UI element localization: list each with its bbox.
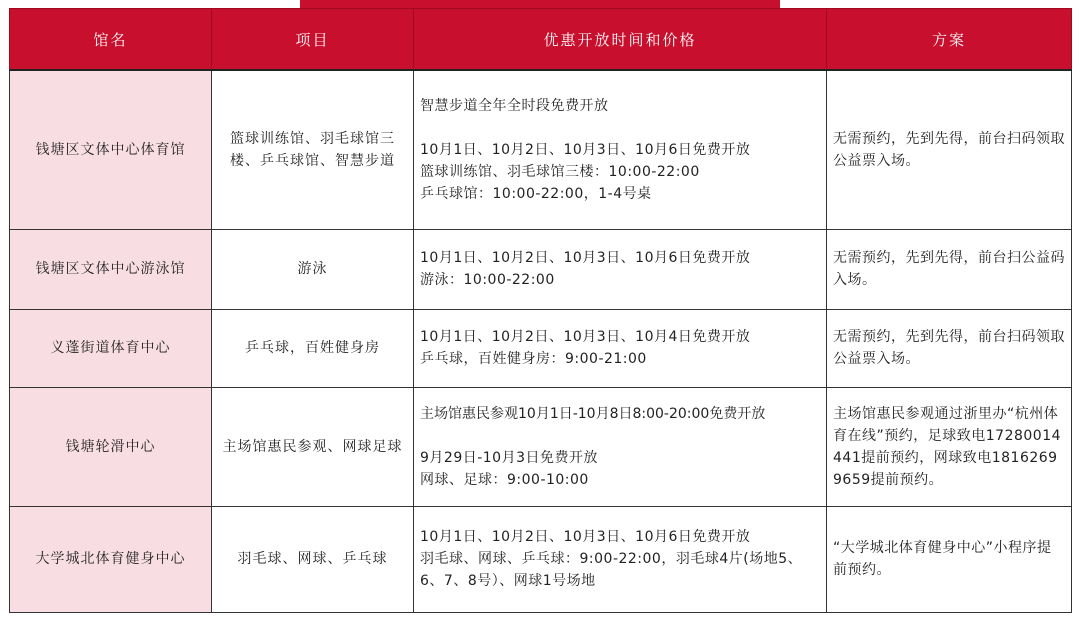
schedule-line: 乒乓球馆：10:00-22:00，1-4号桌 [420, 185, 652, 202]
schedule-line: 主场馆惠民参观10月1日-10月8日8:00-20:00免费开放 [420, 405, 766, 422]
schedule-gap [420, 425, 820, 447]
schedule-line: 篮球训练馆、羽毛球馆三楼：10:00-22:00 [420, 163, 700, 180]
venue-schedule [414, 309, 827, 387]
header-project: 项目 [212, 9, 414, 71]
schedule-line: 乒乓球，百姓健身房：9:00-21:00 [420, 351, 647, 367]
plan-text: 主场馆惠民参观通过浙里办“杭州体育在线”预约，足球致电17280014441提前预约，网球致电18162699659提前预约。 [833, 405, 1062, 488]
project-text: 篮球训练馆、羽毛球馆三楼、乒乓球馆、智慧步道 [230, 130, 395, 169]
table-row [10, 70, 1072, 229]
venue-project [212, 506, 414, 612]
venue-name: 钱塘轮滑中心 [10, 387, 212, 506]
schedule-gap [420, 117, 820, 139]
schedule-line: 9月29日-10月3日免费开放 [420, 449, 598, 466]
table-row [10, 229, 1072, 309]
header-name: 馆名 [10, 9, 212, 71]
venue-discount-table [9, 8, 1072, 613]
header-schedule: 优惠开放时间和价格 [414, 9, 827, 71]
schedule-line: 网球、足球：9:00-10:00 [420, 471, 589, 488]
venue-plan [827, 506, 1072, 612]
venue-name: 钱塘区文体中心游泳馆 [10, 229, 212, 309]
schedule-line: 智慧步道全年全时段免费开放 [420, 97, 609, 114]
venue-project [212, 229, 414, 309]
venue-plan [827, 387, 1072, 506]
project-text: 乒乓球，百姓健身房 [245, 340, 380, 356]
venue-plan [827, 309, 1072, 387]
plan-text: 无需预约，先到先得，前台扫码领取公益票入场。 [833, 130, 1065, 169]
schedule-line: 10月1日、10月2日、10月3日、10月6日免费开放 [420, 529, 751, 545]
venue-schedule [414, 70, 827, 229]
schedule-line: 羽毛球、网球、乒乓球：9:00-22:00，羽毛球4片(场地5、6、7、8号）、网球1号场地 [420, 551, 803, 589]
venue-schedule [414, 229, 827, 309]
schedule-line: 10月1日、10月2日、10月3日、10月4日免费开放 [420, 329, 751, 345]
venue-name: 钱塘区文体中心体育馆 [10, 70, 212, 229]
project-text: 羽毛球、网球、乒乓球 [237, 551, 388, 567]
plan-text: “大学城北体育健身中心”小程序提前预约。 [833, 540, 1052, 578]
project-text: 主场馆惠民参观、网球足球 [222, 438, 403, 455]
table-row [10, 387, 1072, 506]
venue-project [212, 309, 414, 387]
venue-project [212, 70, 414, 229]
schedule-line: 10月1日、10月2日、10月3日、10月6日免费开放 [420, 141, 751, 158]
table-row [10, 506, 1072, 612]
table-header-row [10, 9, 1072, 71]
venue-schedule [414, 387, 827, 506]
venue-name: 义蓬街道体育中心 [10, 309, 212, 387]
header-top-strip [300, 0, 780, 8]
table-row [10, 309, 1072, 387]
project-text: 游泳 [297, 261, 328, 277]
venue-plan [827, 70, 1072, 229]
plan-text: 无需预约，先到先得，前台扫公益码入场。 [833, 250, 1065, 288]
plan-text: 无需预约，先到先得，前台扫码领取公益票入场。 [833, 329, 1065, 367]
schedule-line: 10月1日、10月2日、10月3日、10月6日免费开放 [420, 250, 751, 266]
header-plan: 方案 [827, 9, 1072, 71]
venue-name: 大学城北体育健身中心 [10, 506, 212, 612]
venue-plan [827, 229, 1072, 309]
venue-schedule [414, 506, 827, 612]
schedule-line: 游泳：10:00-22:00 [420, 272, 555, 288]
venue-project [212, 387, 414, 506]
